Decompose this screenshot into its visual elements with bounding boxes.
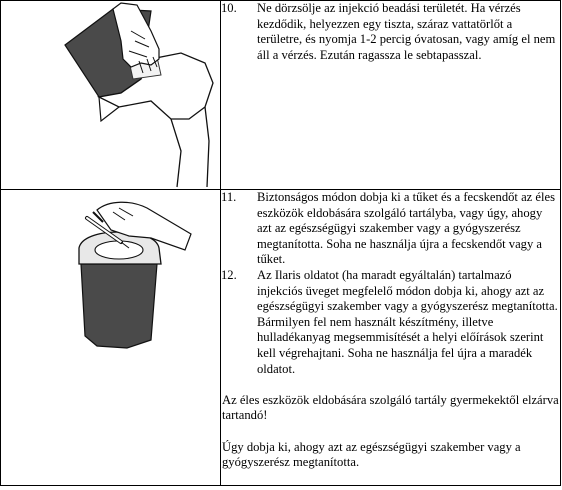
- step-number: 12.: [221, 267, 237, 282]
- step-number: 11.: [221, 190, 237, 204]
- step-text: Az Ilaris oldatot (ha maradt egyáltalán) tartalmazó injekciós üveget megfelelő módon dobja ki, ahogy azt az egészségügyi szakember vagy a gyógyszerész megtanította. Bármilyen fel nem használt készítmény, illetve hulladékanyag megsemmisítését a helyi előírások szerint kell végrehajtani. Soha ne használja fel újra a maradék oldatot.: [257, 267, 558, 376]
- step-10: [221, 1, 560, 63]
- instruction-row-11-12: [1, 190, 561, 486]
- sharps-container-illustration: [1, 190, 220, 485]
- step-text: Ne dörzsölje az injekció beadási területét. Ha vérzés kezdődik, helyezzen egy tiszta, száraz vattatörlőt a területre, és nyomja 1-2 percig óvatosan, vagy amíg el nem áll a vérzés. Ezután ragassza le sebtapasszal.: [257, 1, 556, 62]
- step-12: [221, 268, 560, 377]
- instruction-text-cell: [221, 1, 561, 190]
- instruction-row-10: [1, 1, 561, 190]
- sharps-container-warning: Az éles eszközök eldobására szolgáló tartály gyermekektől elzárva tartandó!: [222, 392, 559, 423]
- step-text: Biztonságos módon dobja ki a tűket és a fecskendőt az éles eszközök eldobására szolgáló tartályba, vagy úgy, ahogy azt az egészségügyi szakember vagy a gyógyszerész megtanította. Soha ne használja újra a fecskendőt vagy a tűket.: [257, 190, 555, 267]
- step-11: [221, 190, 560, 268]
- illustration-cell: [1, 190, 221, 486]
- hand-pressing-thigh-illustration: [1, 1, 220, 189]
- illustration-cell: [1, 1, 221, 190]
- disposal-note: Úgy dobja ki, ahogy azt az egészségügyi szakember vagy a gyógyszerész megtanította.: [222, 439, 521, 470]
- instruction-text-cell: [221, 190, 561, 486]
- step-number: 10.: [221, 1, 237, 15]
